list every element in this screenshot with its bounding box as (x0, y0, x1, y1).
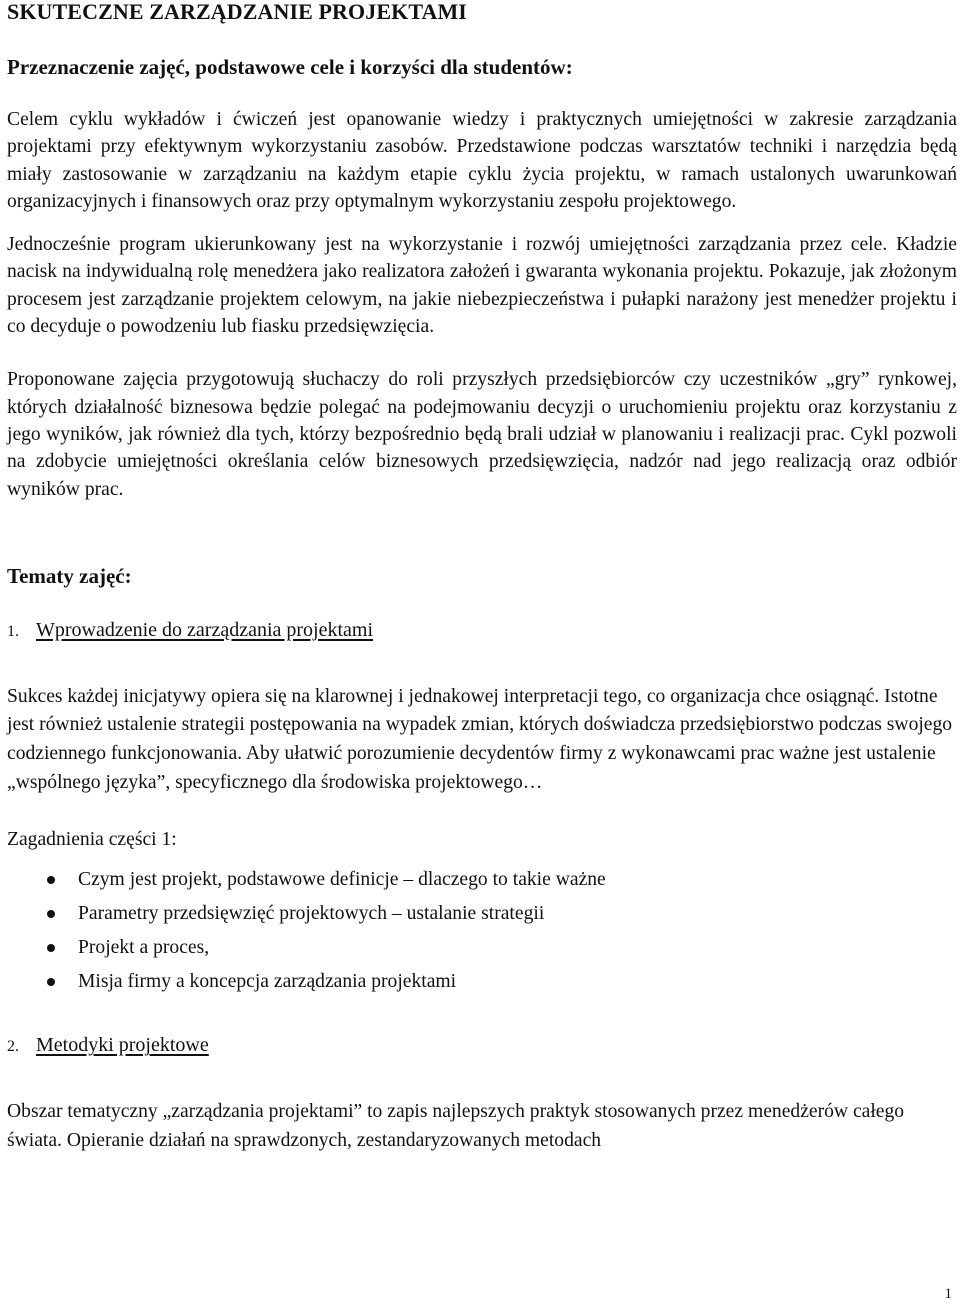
document-title: SKUTECZNE ZARZĄDZANIE PROJEKTAMI (7, 0, 467, 24)
topic-1-title: Wprowadzenie do zarządzania projektami (36, 618, 374, 641)
topic-2-title: Metodyki projektowe (36, 1034, 209, 1057)
list-item-text: Misja firmy a koncepcja zarządzania projektami (78, 970, 457, 992)
list-item-text: Czym jest projekt, podstawowe definicje – dlaczego to takie ważne (78, 869, 606, 891)
topics-heading: Tematy zajęć: (7, 563, 132, 588)
topic-2-description: Obszar tematyczny „zarządzania projektami” to zapis najlepszych praktyk stosowanych przez menedżerów całego świata. Opieranie działań na sprawdzonych, zestandaryzowanych metodach (7, 1101, 905, 1152)
topic-1-heading (7, 617, 957, 645)
topic-2-heading (7, 1032, 957, 1060)
intro-paragraph-1: Celem cyklu wykładów i ćwiczeń jest opanowanie wiedzy i praktycznych umiejętności w zakresie zarządzania projektami przy efektywnym wykorzystaniu zasobów. Przedstawione podczas warsztatów techniki i narzędzia będą miały zastosowanie w zarządzaniu na każdym etapie cyklu życia projektu, w ramach ustalonych uwarunkowań organizacyjnych i finansowych oraz przy optymalnym wykorzystaniu zespołu projektowego. (7, 109, 957, 212)
list-item-text: Projekt a proces, (78, 936, 210, 958)
intro-paragraph-3: Proponowane zajęcia przygotowują słuchaczy do roli przyszłych przedsiębiorców czy uczestników „gry” rynkowej, których działalność biznesowa będzie polegać na podejmowaniu decyzji o uruchomieniu projektu oraz korzystaniu z jego wyników, jak również dla tych, którzy bezpośrednio będą brali udział w planowaniu i realizacji prac. Cykl pozwoli na zdobycie umiejętności określania celów biznesowych przedsięwzięcia, nadzór nad jego realizacją oraz odbiór wyników prac. (7, 369, 957, 500)
intro-paragraph-2: Jednocześnie program ukierunkowany jest na wykorzystanie i rozwój umiejętności zarządzania przez cele. Kładzie nacisk na indywidualną rolę menedżera jako realizatora założeń i gwaranta wykonania projektu. Pokazuje, jak złożonym procesem jest zarządzanie projektem celowym, na jakie niebezpieczeństwa i pułapki narażony jest menedżer projektu i co decyduje o powodzeniu lub fiasku przedsięwzięcia. (7, 234, 957, 338)
bullet-icon (47, 876, 55, 884)
list-item-text: Parametry przedsięwzięć projektowych – ustalanie strategii (78, 903, 545, 925)
topic-1-issues-label: Zagadnienia części 1: (7, 829, 177, 851)
list-item (7, 931, 957, 965)
topic-2-number: 2. (7, 1038, 19, 1056)
bullet-icon (47, 910, 55, 918)
document-page (7, 0, 957, 1156)
list-item (7, 863, 957, 897)
topic-1-issues-list (7, 863, 957, 998)
document-subtitle: Przeznaczenie zajęć, podstawowe cele i korzyści dla studentów: (7, 55, 573, 79)
topic-1-number: 1. (7, 622, 19, 640)
bullet-icon (47, 978, 55, 986)
list-item (7, 965, 957, 999)
topic-1-description: Sukces każdej inicjatywy opiera się na klarownej i jednakowej interpretacji tego, co organizacja chce osiągnąć. Istotne jest również ustalenie strategii postępowania na wypadek zmian, których doświadcza przedsiębiorstwo podczas swojego codziennego funkcjonowania. Aby ułatwić porozumienie decydentów firmy z wykonawcami prac ważne jest ustalenie „wspólnego języka”, specyficznego dla środowiska projektowego… (7, 685, 953, 793)
page-number: 1 (944, 1286, 952, 1302)
list-item (7, 897, 957, 931)
bullet-icon (47, 944, 55, 952)
